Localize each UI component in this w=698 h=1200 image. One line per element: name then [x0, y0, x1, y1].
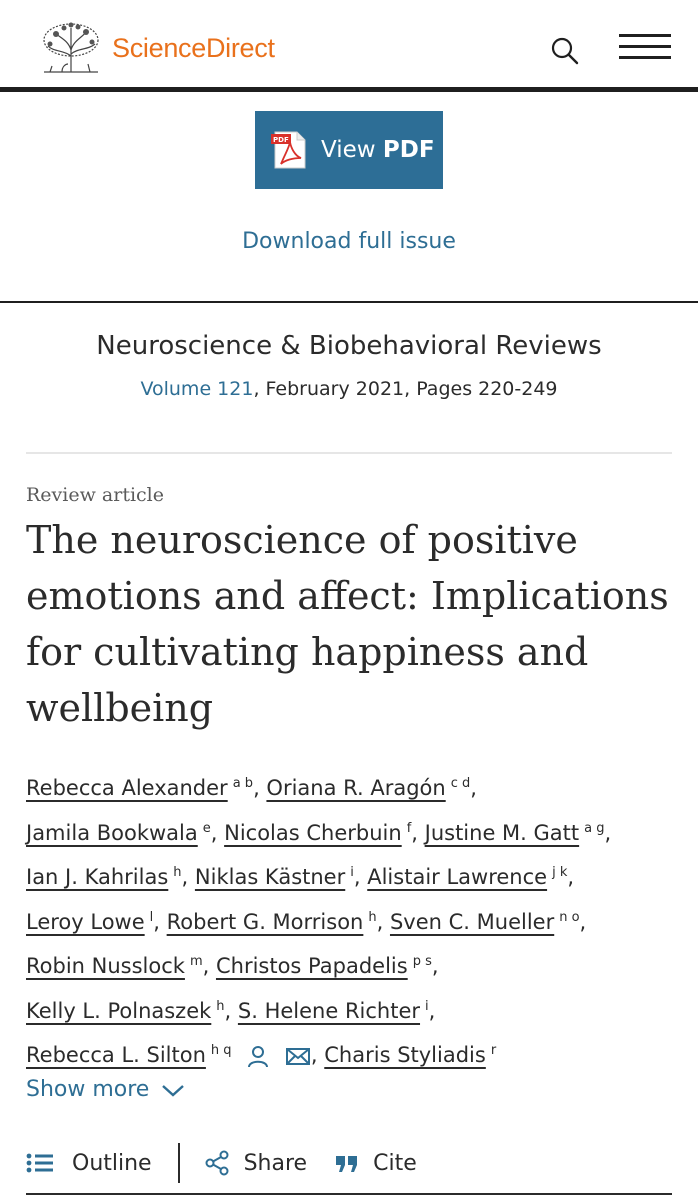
svg-text:PDF: PDF [273, 136, 289, 144]
author-affiliation[interactable]: i [350, 865, 354, 880]
search-icon [548, 34, 582, 68]
volume-link[interactable]: Volume 121 [140, 378, 254, 400]
share-label: Share [243, 1150, 308, 1176]
author-name[interactable]: Robert G. Morrison [166, 909, 364, 934]
download-full-issue-link[interactable]: Download full issue [242, 229, 456, 254]
elsevier-tree-icon [40, 20, 102, 76]
search-button[interactable] [548, 34, 582, 68]
author-name[interactable]: Robin Nusslock [26, 954, 185, 978]
menu-bar [619, 45, 671, 48]
toolbar-bottom-divider [26, 1193, 672, 1195]
author-affiliation[interactable]: r [490, 1043, 497, 1058]
author-affiliation[interactable]: a g [584, 820, 605, 836]
issue-details: , February 2021, Pages 220-249 [253, 378, 558, 400]
author-affiliation[interactable]: p s [412, 954, 432, 969]
toolbar-divider [178, 1143, 180, 1183]
author-name[interactable]: Oriana R. Aragón [266, 776, 446, 800]
section-divider [0, 301, 698, 303]
sciencedirect-logo[interactable] [40, 20, 275, 76]
author-affiliation[interactable]: m [189, 954, 203, 969]
author-name[interactable]: Justine M. Gatt [424, 820, 580, 845]
article-title: The neuroscience of positive emotions and affect: Implications for cultivating happiness and wellbeing [26, 518, 669, 730]
outline-button[interactable] [26, 1151, 152, 1176]
brand-name: ScienceDirect [112, 32, 275, 63]
article-toolbar [26, 1140, 672, 1186]
header-divider [0, 87, 698, 92]
site-header [0, 0, 698, 88]
author-name[interactable]: Charis Styliadis [324, 1043, 486, 1067]
share-button[interactable] [204, 1150, 308, 1176]
pdf-file-icon [269, 128, 311, 172]
author-name[interactable]: Nicolas Cherbuin [224, 820, 402, 845]
person-icon[interactable] [246, 1044, 270, 1068]
journal-divider [26, 452, 672, 454]
author-name[interactable]: Jamila Bookwala [26, 820, 198, 845]
view-pdf-text: View [321, 137, 383, 163]
outline-label: Outline [72, 1150, 152, 1176]
author-affiliation[interactable]: h [368, 909, 377, 925]
author-affiliation[interactable]: h [216, 998, 225, 1014]
author-name[interactable]: Rebecca Alexander [26, 776, 228, 800]
author-affiliation[interactable]: h [173, 865, 182, 880]
author-affiliation[interactable]: c d [450, 776, 471, 791]
cite-button[interactable] [335, 1151, 417, 1176]
author-affiliation[interactable]: i [425, 998, 429, 1014]
author-name[interactable]: Alistair Lawrence [367, 865, 548, 889]
quote-icon [335, 1152, 359, 1174]
journal-meta [0, 378, 698, 400]
show-more-button[interactable] [26, 1077, 185, 1102]
view-pdf-button[interactable] [255, 111, 443, 189]
view-pdf-bold: PDF [382, 137, 435, 163]
author-affiliation[interactable]: n o [559, 909, 580, 925]
author-affiliation[interactable]: j k [552, 865, 568, 880]
list-icon [26, 1152, 54, 1174]
author-list: Rebecca Alexander $^{a b}$, Oriana R. Aragón $^{c d}$, Jamila Bookwala $^e$, Nicolas Cherbuin $^f$, Justine M. Gatt $^{a g}$, Ian J. Kahrilas $^h$, Niklas Kästner $^i$, Alistair Lawrence $^{j k}$, Leroy Lowe $^l$, Robert G. Morrison $^h$, Sven C. Mueller $^{n o}$, Robin Nusslock $^m$, Christos Papadelis $^{p s}$, Kelly L. Polnaszek $^h$, S. Helene Richter $^i$, Rebecca L. Silton $^{h q}$ , Charis Styliadis $^r$ [26, 776, 612, 1067]
author-affiliation[interactable]: f [406, 820, 412, 836]
author-affiliation[interactable]: l [149, 909, 154, 925]
author-name[interactable]: Niklas Kästner [194, 865, 346, 889]
author-name[interactable]: Leroy Lowe [26, 909, 145, 934]
share-icon [204, 1150, 230, 1176]
journal-title[interactable]: Neuroscience & Biobehavioral Reviews [96, 331, 602, 361]
author-name[interactable]: Kelly L. Polnaszek [26, 998, 212, 1023]
menu-button[interactable] [619, 34, 673, 62]
author-name[interactable]: Christos Papadelis [215, 954, 408, 978]
author-name[interactable]: S. Helene Richter [237, 998, 421, 1023]
cite-label: Cite [373, 1150, 417, 1176]
view-pdf-label [321, 137, 435, 163]
show-more-label: Show more [26, 1077, 150, 1102]
hamburger-menu-icon [619, 34, 671, 37]
author-affiliation[interactable]: a b [232, 776, 254, 791]
author-affiliation[interactable]: h q [210, 1043, 232, 1058]
email-icon[interactable] [285, 1045, 311, 1067]
article-type: Review article [26, 484, 164, 506]
menu-bar [619, 56, 671, 59]
author-name[interactable]: Rebecca L. Silton [26, 1043, 206, 1067]
author-name[interactable]: Sven C. Mueller [389, 909, 555, 934]
author-affiliation[interactable]: e [202, 820, 211, 836]
chevron-down-icon [161, 1082, 185, 1098]
author-name[interactable]: Ian J. Kahrilas [26, 865, 169, 889]
